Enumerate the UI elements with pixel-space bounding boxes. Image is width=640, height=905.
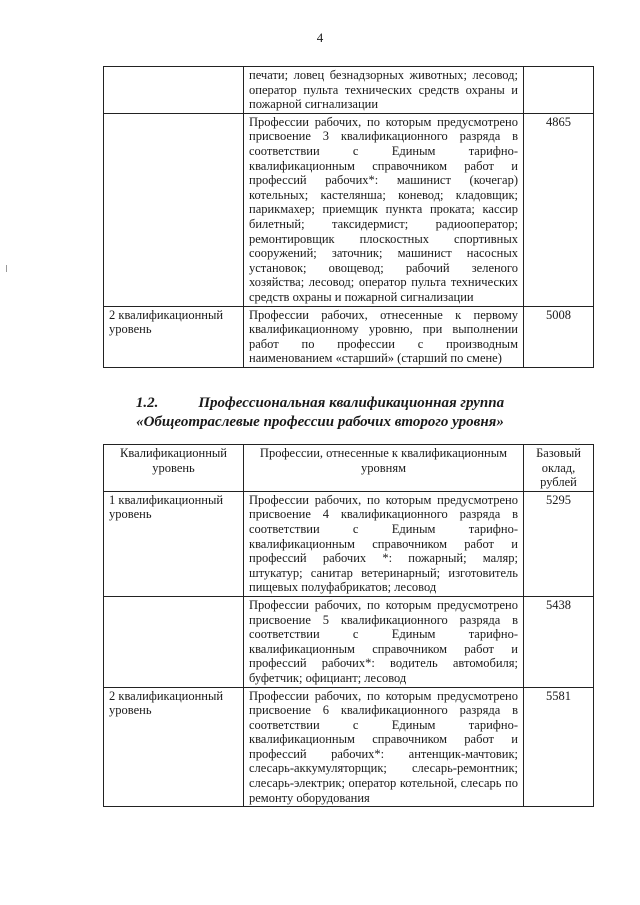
table-row — [104, 306, 594, 367]
professions-cell: печати; ловец безнадзорных животных; лесовод; оператор пульта технических средств охраны и пожарной сигнализации — [244, 67, 524, 114]
salary-table-2 — [103, 444, 594, 807]
professions-cell: Профессии рабочих, отнесенные к первому квалификационному уровню, при выполнении работ по профессии с производным наименованием «старший» (старший по смене) — [244, 306, 524, 367]
header-salary: Базовый оклад, рублей — [524, 445, 594, 492]
table-row — [104, 67, 594, 114]
margin-mark — [6, 265, 7, 272]
professions-cell: Профессии рабочих, по которым предусмотрено присвоение 5 квалификационного разряда в соответствии с Единым тарифно-квалификационным справочником работ и профессий рабочих*: водитель автомобиля; буфетчик; официант; лесовод — [244, 596, 524, 687]
table-row — [104, 113, 594, 306]
section-title-text: Профессиональная квалификационная группа — [198, 395, 505, 411]
table-header-row — [104, 445, 594, 492]
header-professions: Профессии, отнесенные к квалификационным уровням — [244, 445, 524, 492]
table-row — [104, 491, 594, 596]
level-cell — [104, 596, 244, 687]
level-cell — [104, 113, 244, 306]
header-level: Квалификационный уровень — [104, 445, 244, 492]
table-row — [104, 687, 594, 807]
professions-cell: Профессии рабочих, по которым предусмотрено присвоение 3 квалификационного разряда в соответствии с Единым тарифно-квалификационным справочником работ и профессий рабочих*: машинист (кочегар) котельных; кастелянша; коневод; кладовщик; парикмахер; приемщик пункта проката; кассир билетный; таксидермист; радиооператор; ремонтировщик плоскостных спортивных сооружений; заточник; машинист насосных установок; овощевод; рабочий зеленого хозяйства; лесовод; оператор пульта технических средств охраны и пожарной сигнализации — [244, 113, 524, 306]
salary-cell: 5438 — [524, 596, 594, 687]
section-number: 1.2. — [135, 395, 159, 411]
level-cell: 2 квалификационный уровень — [104, 687, 244, 807]
level-cell: 2 квалификационный уровень — [104, 306, 244, 367]
section-heading — [0, 394, 640, 432]
section-heading-line1 — [0, 394, 640, 413]
level-cell — [104, 67, 244, 114]
salary-table-1 — [103, 66, 594, 368]
salary-cell: 5008 — [524, 306, 594, 367]
table-row — [104, 596, 594, 687]
salary-cell: 5581 — [524, 687, 594, 807]
salary-cell: 5295 — [524, 491, 594, 596]
level-cell: 1 квалификационный уровень — [104, 491, 244, 596]
professions-cell: Профессии рабочих, по которым предусмотрено присвоение 4 квалификационного разряда в соответствии с Единым тарифно-квалификационным справочником работ и профессий рабочих *: пожарный; маляр; штукатур; санитар ветеринарный; изготовитель пищевых полуфабрикатов; лесовод — [244, 491, 524, 596]
salary-cell — [524, 67, 594, 114]
page-number: 4 — [316, 30, 324, 45]
professions-cell: Профессии рабочих, по которым предусмотрено присвоение 6 квалификационного разряда в соответствии с Единым тарифно-квалификационным справочником работ и профессий рабочих*: антенщик-мачтовик; слесарь-аккумуляторщик; слесарь-ремонтник; слесарь-электрик; оператор котельной, слесарь по ремонту оборудования — [244, 687, 524, 807]
section-heading-line2: «Общеотраслевые профессии рабочих второго уровня» — [136, 414, 504, 430]
salary-cell: 4865 — [524, 113, 594, 306]
